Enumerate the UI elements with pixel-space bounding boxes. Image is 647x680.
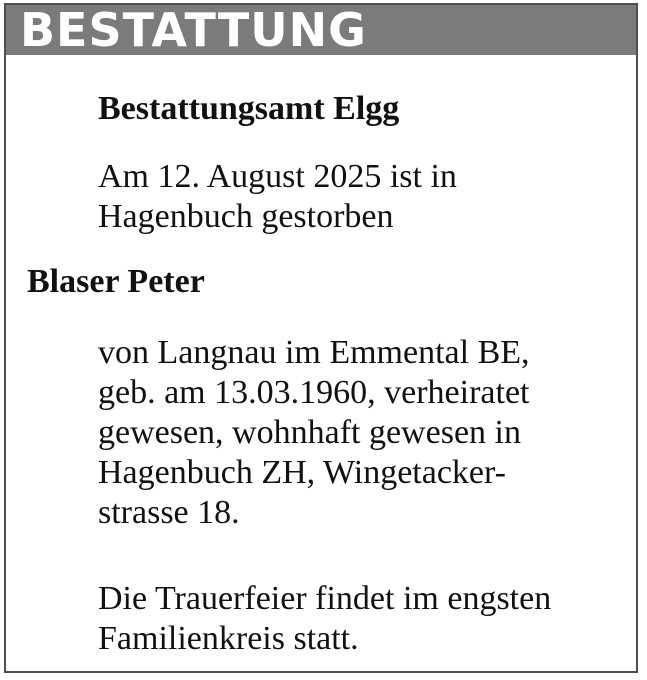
details-line-1: von Langnau im Emmental BE, [98,334,530,371]
details-line-3: gewesen, wohnhaft gewesen in [98,414,521,451]
death-notice [4,3,638,673]
details-line-4: Hagenbuch ZH, Wingetacker- [98,454,506,491]
details-line-5: strasse 18. [98,494,240,531]
details-line-2: geb. am 13.03.1960, verheiratet [98,374,530,411]
header-bar [6,5,636,55]
ceremony-line-1: Die Trauerfeier findet im engsten [98,580,552,617]
announcement-line-2: Hagenbuch gestorben [98,198,394,235]
deceased-name: Blaser Peter [27,263,205,300]
announcement-line-1: Am 12. August 2025 ist in [98,158,457,195]
office-name: Bestattungsamt Elgg [98,90,400,127]
notice-header-title: BESTATTUNG [20,3,367,57]
ceremony-line-2: Familienkreis statt. [98,620,359,657]
